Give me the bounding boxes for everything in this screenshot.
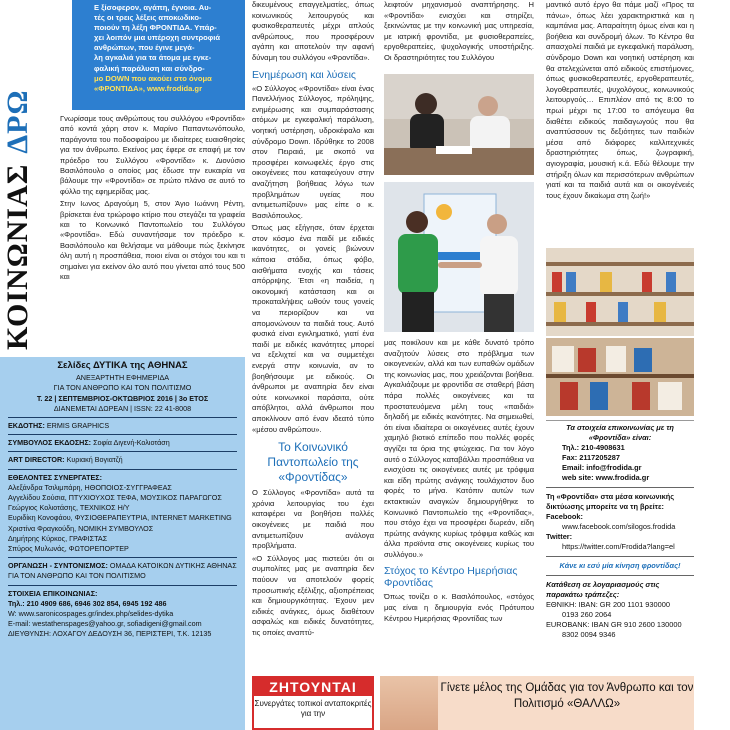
wanted-ad-text: Συνεργάτες τοπικοί ανταποκριτές για την	[254, 699, 372, 718]
intro-line: μο DOWN που ακούει στο όνομα	[94, 73, 212, 83]
thallo-ad	[380, 676, 694, 730]
rail-word-1: ΚΟΙΝΩΝΙΑΣ	[1, 163, 34, 350]
bank-line: 0193 260 2064	[562, 610, 612, 619]
masthead-issn: ΔΙΑΝΕΜΕΤΑΙ ΔΩΡΕΑΝ | ISSN: 22 41-8008	[53, 403, 192, 413]
subheading: Στόχος το Κέντρο Ημερήσιας Φροντίδας	[384, 565, 518, 590]
contact-header: ΣΤΟΙΧΕΙΑ ΕΠΙΚΟΙΝΩΝΙΑΣ:	[8, 588, 98, 598]
divider	[546, 487, 694, 488]
contributor: Δημήτρης Κύρκος, ΓΡΑΦΙΣΤΑΣ	[8, 533, 108, 543]
contributor: Χριστίνα Φραγκούδη, ΝΟΜΙΚΗ ΣΥΜΒΟΥΛΟΣ	[8, 523, 154, 533]
divider	[8, 469, 237, 470]
contributor: Ευριδίκη Κονοφάου, ΦΥΣΙΟΘΕΡΑΠΕΥΤΡΙΑ, INTERNET MARKETING	[8, 513, 232, 523]
column-2	[252, 0, 374, 638]
paragraph: Όπως τονίζει ο κ. Βασιλόπουλος, «στόχος μας είναι η δημιουργία ενός Πρότυπου Κέντρου Ημερήσιας Φροντίδας των	[384, 592, 534, 623]
food-boxes-photo	[546, 338, 694, 416]
masthead-title: Σελίδες ΔΥΤΙΚΑ της ΑΘΗΝΑΣ	[57, 360, 188, 371]
divider	[546, 575, 694, 576]
contact-phone: Τηλ.: 210 4909 686, 6946 302 854, 6945 192 486	[8, 598, 167, 608]
bank-line: ΕΘΝΙΚΗ: IBAN: GR 200 1101 930000	[546, 600, 670, 609]
twitter-label: Twitter:	[546, 532, 573, 541]
intro-line: λη αγκαλιά για τα άτομα με εγκε-	[94, 53, 212, 63]
column-1	[60, 114, 245, 283]
intro-line: χει λοιπόν μια υπέροχη συντροφιά	[94, 33, 221, 43]
intro-line: ανθρώπων, που έγινε μεγά-	[94, 43, 195, 53]
organisation-row: ΟΡΓΑΝΩΣΗ - ΣΥΝΤΟΝΙΣΜΟΣ: ΟΜΑΔΑ ΚΑΤΟΙΚΩΝ ΔΥΤΙΚΗΣ ΑΘΗΝΑΣ ΓΙΑ ΤΟΝ ΑΝΘΡΩΠΟ ΚΑΙ ΤΟΝ ΠΟΛΙΤΙΣΜΟ	[8, 561, 237, 581]
call-to-action: Κάνε κι εσύ μία κίνηση φροντίδας!	[559, 561, 681, 570]
publisher-row: ΕΚΔΟΤΗΣ: ERMIS GRAPHICS	[8, 421, 110, 431]
masthead-issue: Τ. 22 | ΣΕΠΤΕΜΒΡΙΟΣ-ΟΚΤΩΒΡΙΟΣ 2016 | 3ο ΕΤΟΣ	[36, 393, 209, 403]
wanted-ad	[252, 676, 374, 730]
paragraph: μας ποικίλουν και με κάθε δυνατό τρόπο αναζητούν λύσεις στο πρόβλημα των οικογενειών, αλλά και των ευπαθών ομάδων της κοινωνίας μας, που χρειάζονται βοήθεια. Αγκαλιάζουμε με φροντίδα σε σταθερή βάση πάρα πολλές οικογένειες και τα προστατευόμενα μέλη τους «παιδιά» δηλαδή με ειδικές ικανότητες. Να σημειωθεί, ότι είναι ιδιαίτερα οι οικογένειες αυτές έχουν χαμηλό βιοτικό επίπεδο που πολλές φορές αγγίζει τα όρια της φτώχειας. Για τον λόγο αυτό ο Σύλλογος καταβάλλει προσπάθεια να ενισχύσει τις οικογένειες αυτές με τρόφιμα και είδη πρώτης ανάγκης τουλάχιστον δυο φορές το μήνα. Κατόπιν αυτών των εκτακτικών αναγκών δημιουργήθηκε το Κοινωνικό Παντοπωλείο της «Φροντίδας», που στόχο έχει να προσφέρει δωρεάν, είδη πρώτης ανάγκης κυρίως τρόφιμα καθώς και άλλα προϊόντα στις οικογένειες κυρίως του συλλόγου.»	[384, 338, 534, 559]
contact-fax: Fax: 2117205287	[562, 453, 620, 462]
contributor: Αλεξάνδρα Τσιλιμπάρη, ΗΘΟΠΟΙΟΣ-ΣΥΓΓΡΑΦΕΑΣ	[8, 482, 172, 492]
grocery-shelves-photo	[546, 248, 694, 336]
contributor: Σπύρος Μυλωνάς, ΦΩΤΟΡΕΠΟΡΤΕΡ	[8, 544, 129, 554]
frontida-contact	[546, 420, 694, 640]
contributor: Γεώργιος Κολιοτάσης, ΤΕΧΝΙΚΟΣ Η/Υ	[8, 503, 130, 513]
contact-email: E-mail: westathenspages@yahoo.gr, sofiadigeni@gmail.com	[8, 619, 202, 629]
contact-website: web site: www.frodida.gr	[562, 473, 650, 482]
paragraph: Όπως μας εξήγησε, όταν έρχεται στον κόσμο ένα παιδί με ειδικές ικανότητες, οι γονείς βιώνουν κάποια στάδια, όπως φόβο, αισθήματα ενοχής και τάσεις απόρριψης. Έτσι «η παιδεία, η οικονομική κατάσταση και οι προκαταλήψεις ωθούν τους γονείς να περιορίζουν και να απομονώνουν τα παιδιά τους. Αυτό φυσικά είναι εγκληματικό, γιατί ένα παιδί με ειδικές ικανότητες μπορεί να εξελιχτεί και να συμμετέχει ενεργά στην κοινωνία, αν το βοηθήσουμε με ειδικούς. Οι άνθρωποι με αναπηρία δεν είναι ούτε κοινωνικοί παράσιτα, ούτε απόβλητοι, αλλά άνθρωποι που αποκλίνουν από έναν ιδεατό τύπο «μέσου ανθρώπου».	[252, 223, 374, 434]
thallo-ad-text: Γίνετε μέλος της Ομάδας για τον Άνθρωπο και τον Πολιτισμό «ΘΑΛΛΩ»	[440, 682, 694, 710]
paragraph: «Ο Σύλλογος «Φροντίδα» είναι ένας Πανελλήνιος Σύλλογος, πρόληψης, ενημέρωσης και συμπαράστασης ατόμων με εγκεφαλική παράλυση, νοητική υστέρηση, υδροκέφαλο και σύνδρομο Down. Ιδρύθηκε το 2008 στον Πειραιά, με σκοπό να προσφέρει κοινωφελές έργο στις οικογένειες που καταφεύγουν στην αναζήτηση βοήθειας λόγω των προβλημάτων υγείας που αντιμετωπίζουν» μας είπε ο κ. Βασιλόπουλος.	[252, 83, 374, 220]
masthead-box	[0, 357, 245, 730]
divider	[8, 434, 237, 435]
contact-address: ΔΙΕΥΘΥΝΣΗ: ΛΟΧΑΓΟΥ ΔΕΔΟΥΣΗ 36, ΠΕΡΙΣΤΕΡΙ, Τ.Κ. 12135	[8, 629, 212, 639]
masthead-line: ΑΝΕΞΑΡΤΗΤΗ ΕΦΗΜΕΡΙΔΑ	[75, 373, 170, 383]
page-edge	[700, 0, 730, 730]
thallo-ad-image	[380, 676, 438, 730]
intro-line: φαλική παράλυση και σύνδρο-	[94, 63, 205, 73]
rail-word-2: ΔΡΩ	[1, 89, 34, 154]
contact-email: Email: info@frodida.gr	[562, 463, 642, 472]
twitter-link[interactable]: https://twitter.com/Frodida?lang=el	[562, 542, 675, 551]
intro-line: ποιούν τη λέξη ΦΡΟΝΤΙΔΑ. Υπάρ-	[94, 23, 217, 33]
column-4	[546, 0, 694, 201]
column-3-bottom	[384, 338, 534, 624]
divider	[8, 585, 237, 586]
intro-box	[72, 0, 245, 110]
divider	[546, 556, 694, 557]
paragraph: δικευμένους επαγγελματίες, όπως κοινωνικούς λειτουργούς και φυσικοθεραπευτές μέχρι απλούς ανθρώπους, που προσφέρουν αγάπη και αποτελούν την αφανή δύναμη του συλλόγου «Φροντίδα».	[252, 0, 374, 62]
divider	[8, 417, 237, 418]
section-rail	[0, 0, 36, 350]
paragraph: Γνωρίσαμε τους ανθρώπους του συλλόγου «Φροντίδα» από κοντά χάρη στον κ. Μαρίνο Παπαντωνόπουλο, παράγοντα του ποδοσφαίρου με ιδιαίτερες ευαισθησίες για τον άνθρωπο. Εκείνος μας έφερε σε επαφή με τον πρόεδρο του Συλλόγου «Φροντίδα» κ. Διονύσιο Βασιλόπουλο ο οποίος μας έδωσε την ευκαιρία να βάλουμε την «Φροντίδα» σε πρώτο πλάνο σε αυτό το φύλλο της εφημερίδας μας.	[60, 114, 245, 196]
subheading: Το Κοινωνικό Παντοπωλείο της «Φροντίδας»	[267, 440, 359, 485]
intro-line: τές οι τρεις λέξεις αποκωδικο-	[94, 13, 202, 23]
divider	[8, 451, 237, 452]
contact-web: W: www.saronicospages.gr/index.php/selides-dytika	[8, 609, 174, 619]
art-director-row: ART DIRECTOR: Κυριακή Βογιατζή	[8, 455, 123, 465]
masthead-line: ΓΙΑ ΤΟΝ ΑΝΘΡΩΠΟ ΚΑΙ ΤΟΝ ΠΟΛΙΤΙΣΜΟ	[53, 383, 192, 393]
contributor: Αγγελίδου Σούσια, ΠΤΥΧΙΟΥΧΟΣ ΤΕΦΑ, ΜΟΥΣΙΚΟΣ ΠΑΡΑΓΩΓΟΣ	[8, 493, 222, 503]
editor-row: ΣΥΜΒΟΥΛΟΣ ΕΚΔΟΣΗΣ: Σοφία Διγενή-Κολιοτάση	[8, 438, 170, 448]
contact-phone: Τηλ.: 210-4908631	[562, 443, 625, 452]
divider	[8, 557, 237, 558]
column-3-top	[384, 0, 534, 64]
contributors-header: ΕΘΕΛΟΝΤΕΣ ΣΥΝΕΡΓΑΤΕΣ:	[8, 472, 102, 482]
handshake-photo	[384, 182, 534, 332]
paragraph: «Ο Σύλλογος μας πιστεύει ότι οι συμπολίτες μας με αναπηρία δεν παύουν να αποτελούν φορείς προσωπικής εξέλιξης, αξιοπρέπειας και δημιουργικότητας. Έχουν μεν ειδικές ανάγκες, όμως διαθέτουν ασφαλώς και ειδικές δυνατότητες, τις οποίες αναπτύ-	[252, 553, 374, 637]
wanted-ad-title: ΖΗΤΟΥΝΤΑΙ	[254, 678, 372, 696]
subheading: Ενημέρωση και λύσεις	[252, 68, 356, 81]
meeting-photo	[384, 74, 534, 175]
bank-caption: Κατάθεση σε λογαριασμούς στις παρακάτω τράπεζες:	[546, 580, 660, 599]
intro-line: Ε ξίσοφερον, αγάπη, έγνοια. Αυ-	[94, 3, 212, 12]
bank-line: EUROBANK: IBAN GR 910 2600 130000	[546, 620, 682, 629]
bank-line: 8302 0094 9346	[562, 630, 616, 639]
paragraph: λειφτούν μηχανισμού αναπτήρησης. Η «Φροντίδα» ενισχύει και στηρίζει, ξεκινώντας με την κοινωνική μας υπηρεσία, με ιατρική φροντίδα, με φυσιοθεραπείες, εργοθεραπείες, ψυχολογικής υποστήριξης. Οι δραστηριότητες του Συλλόγου	[384, 0, 534, 62]
facebook-link[interactable]: www.facebook.com/silogos.frodida	[562, 522, 676, 531]
paragraph: μαντικό αυτό έργο θα πάμε μαζί «Προς τα πάνω», όπως λέει χαρακτηριστικά και η καμπάνια μας. Απαραίτητη όμως είναι και η βοήθεια και συνδρομή όλων. Το Κέντρο θα απασχολεί παιδιά με εγκεφαλική παράλυση, σύνδρομο Down και νοητική υστέρηση και θα στελεχώνεται από ειδικούς επιστήμονες, όπως φυσικοθεραπευτές, εργοθεραπευτές, λογοθεραπευτές, ψυχολόγους, κοινωνικούς λειτουργούς… Επιπλέον από τις 8:00 το πρωί μέχρι τις 17:00 το απόγευμα θα διαθέτει ειδικούς παιδαγωγούς που θα αναπτύσσουν τις δεξιότητες των παιδιών μέσα από διάφορες καλλιτεχνικές δραστηριότητες όπως, ζωγραφική, αγιογραφία, μουσική κ.ά. Εδώ θέλουμε την στήριξη όλων και περισσότερων ανθρώπων γιατί και τα παιδιά αυτά και οι οικογένειές τους έχουν δικαίωμα στη ζωή!»	[546, 0, 694, 200]
section-rail-heading	[0, 0, 36, 350]
facebook-label: Facebook:	[546, 512, 583, 521]
intro-line: «ΦΡΟΝΤΙΔΑ», www.frodida.gr	[94, 83, 203, 93]
paragraph: Ο Σύλλογος «Φροντίδα» αυτά τα χρόνια λειτουργίας του έχει καταφέρει να βοηθήσει πολλές οικογένειες με παιδιά που αντιμετωπίζουν ανάλογα προβλήματα.	[252, 488, 374, 551]
contact-caption: Τα στοιχεία επικοινωνίας με τη «Φροντίδα» είναι:	[546, 420, 694, 443]
social-caption: Τη «Φροντίδα» στα μέσα κοινωνικής δικτύωσης μπορείτε να τη βρείτε:	[546, 492, 675, 511]
paragraph: Στην Ιωνος Δραγούμη 5, στον Άγιο Ιωάννη Ρέντη, βρίσκεται ένα τριώροφο κτίριο που στεγάζει τα γραφεία και το Κοινωνικό Παντοπωλείο του Συλλόγου «Φροντίδα». Εδώ συναντήσαμε τον πρόεδρο κ. Βασιλόπουλο και θελήσαμε να μάθουμε πώς ξεκίνησε όλη αυτή η προσπάθεια, ποιοι είναι οι στόχοι του και τι σημαίνει για εκείνον όλο αυτό που γίνεται από τους 500 και	[60, 199, 245, 282]
